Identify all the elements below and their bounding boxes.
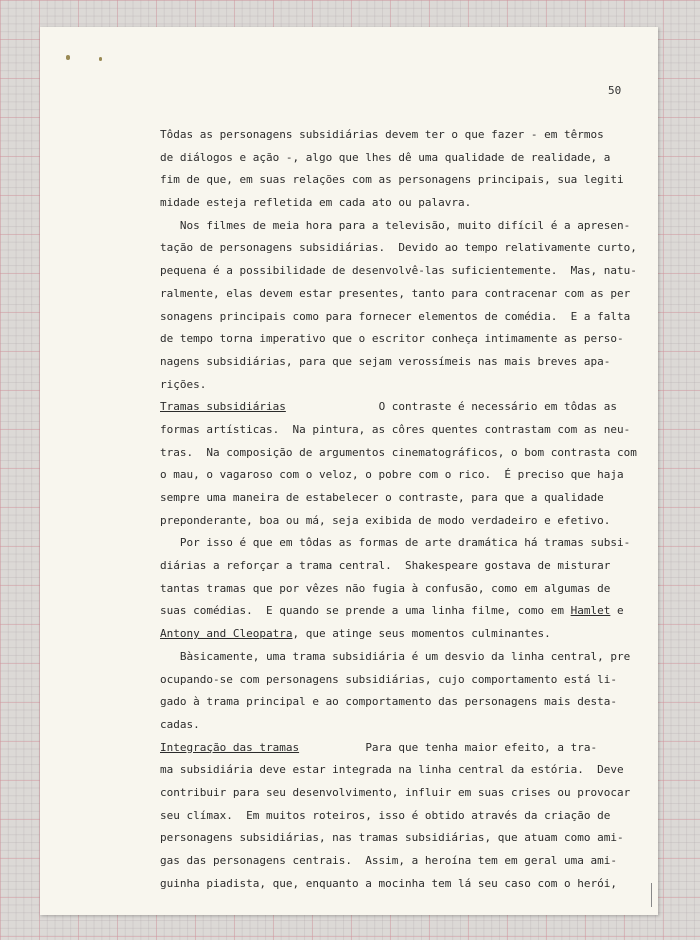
text-fragment: O contraste é necessário em tôdas as bbox=[378, 400, 617, 414]
text-line: rições. bbox=[160, 377, 207, 391]
text-line: Por isso é que em tôdas as formas de arte dramática há tramas subsi- bbox=[160, 536, 631, 550]
section-heading-line bbox=[160, 396, 615, 419]
text-fragment: e bbox=[610, 604, 624, 618]
section-heading-tramas: Tramas subsidiárias bbox=[160, 400, 286, 414]
title-hamlet: Hamlet bbox=[570, 604, 611, 618]
text-line: formas artísticas. Na pintura, as côres quentes contrastam com as neu- bbox=[160, 422, 631, 436]
text-line: sonagens principais como para fornecer elementos de comédia. E a falta bbox=[160, 309, 631, 323]
text-line: guinha piadista, que, enquanto a mocinha tem lá seu caso com o herói, bbox=[160, 876, 617, 890]
text-line: nagens subsidiárias, para que sejam verossímeis nas mais breves apa- bbox=[160, 354, 611, 368]
text-line: cadas. bbox=[160, 717, 200, 731]
text-line bbox=[160, 623, 615, 646]
text-line: Tôdas as personagens subsidiárias devem ter o que fazer - em têrmos bbox=[160, 128, 604, 141]
text-line: seu clímax. Em muitos roteiros, isso é obtido através da criação de bbox=[160, 808, 611, 822]
text-line: o mau, o vagaroso com o veloz, o pobre com o rico. É preciso que haja bbox=[160, 468, 624, 482]
paper-edge-mark bbox=[651, 883, 652, 907]
body-text bbox=[160, 124, 637, 895]
text-line: preponderante, boa ou má, seja exibida de modo verdadeiro e efetivo. bbox=[160, 513, 611, 527]
text-line: Nos filmes de meia hora para a televisão, muito difícil é a apresen- bbox=[160, 218, 631, 232]
text-fragment: suas comédias. E quando se prende a uma linha filme, como em bbox=[160, 604, 571, 618]
staple-mark bbox=[66, 55, 70, 60]
text-line: tantas tramas que por vêzes não fugia à confusão, como em algumas de bbox=[160, 581, 611, 595]
text-line: pequena é a possibilidade de desenvolvê-las suficientemente. Mas, natu- bbox=[160, 264, 637, 278]
title-antony-cleopatra: Antony and Cleopatra bbox=[160, 627, 293, 641]
text-fragment: , que atinge seus momentos culminantes. bbox=[292, 627, 551, 641]
staple-mark bbox=[99, 57, 102, 61]
page-number: 50 bbox=[608, 84, 622, 97]
text-line: diárias a reforçar a trama central. Shakespeare gostava de misturar bbox=[160, 559, 611, 573]
text-line: tras. Na composição de argumentos cinematográficos, o bom contrasta com bbox=[160, 445, 637, 459]
text-line: midade esteja refletida em cada ato ou palavra. bbox=[160, 196, 472, 210]
text-fragment: Para que tenha maior efeito, a tra- bbox=[365, 740, 598, 754]
text-line bbox=[160, 600, 624, 623]
text-line: ma subsidiária deve estar integrada na linha central da estória. Deve bbox=[160, 763, 624, 777]
text-line: gas das personagens centrais. Assim, a heroína tem em geral uma ami- bbox=[160, 854, 617, 867]
text-line: de diálogos e ação -, algo que lhes dê uma qualidade de realidade, a bbox=[160, 150, 611, 164]
text-line: ocupando-se com personagens subsidiárias, cujo comportamento está li- bbox=[160, 672, 617, 686]
section-heading-integracao: Integração das tramas bbox=[160, 740, 300, 754]
text-line: contribuir para seu desenvolvimento, influir em suas crises ou provocar bbox=[160, 785, 631, 799]
text-line: gado à trama principal e ao comportamento das personagens mais desta- bbox=[160, 695, 617, 709]
text-line: personagens subsidiárias, nas tramas subsidiárias, que atuam como ami- bbox=[160, 831, 624, 845]
section-heading-line bbox=[160, 737, 615, 760]
text-line: sempre uma maneira de estabelecer o contraste, para que a qualidade bbox=[160, 491, 604, 504]
text-line: de tempo torna imperativo que o escritor conheça intimamente as perso- bbox=[160, 332, 624, 346]
text-line: Bàsicamente, uma trama subsidiária é um desvio da linha central, pre bbox=[160, 649, 631, 663]
text-line: tação de personagens subsidiárias. Devido ao tempo relativamente curto, bbox=[160, 241, 637, 255]
text-line: fim de que, em suas relações com as personagens principais, sua legiti bbox=[160, 173, 624, 187]
text-line: ralmente, elas devem estar presentes, tanto para contracenar com as per bbox=[160, 286, 631, 300]
